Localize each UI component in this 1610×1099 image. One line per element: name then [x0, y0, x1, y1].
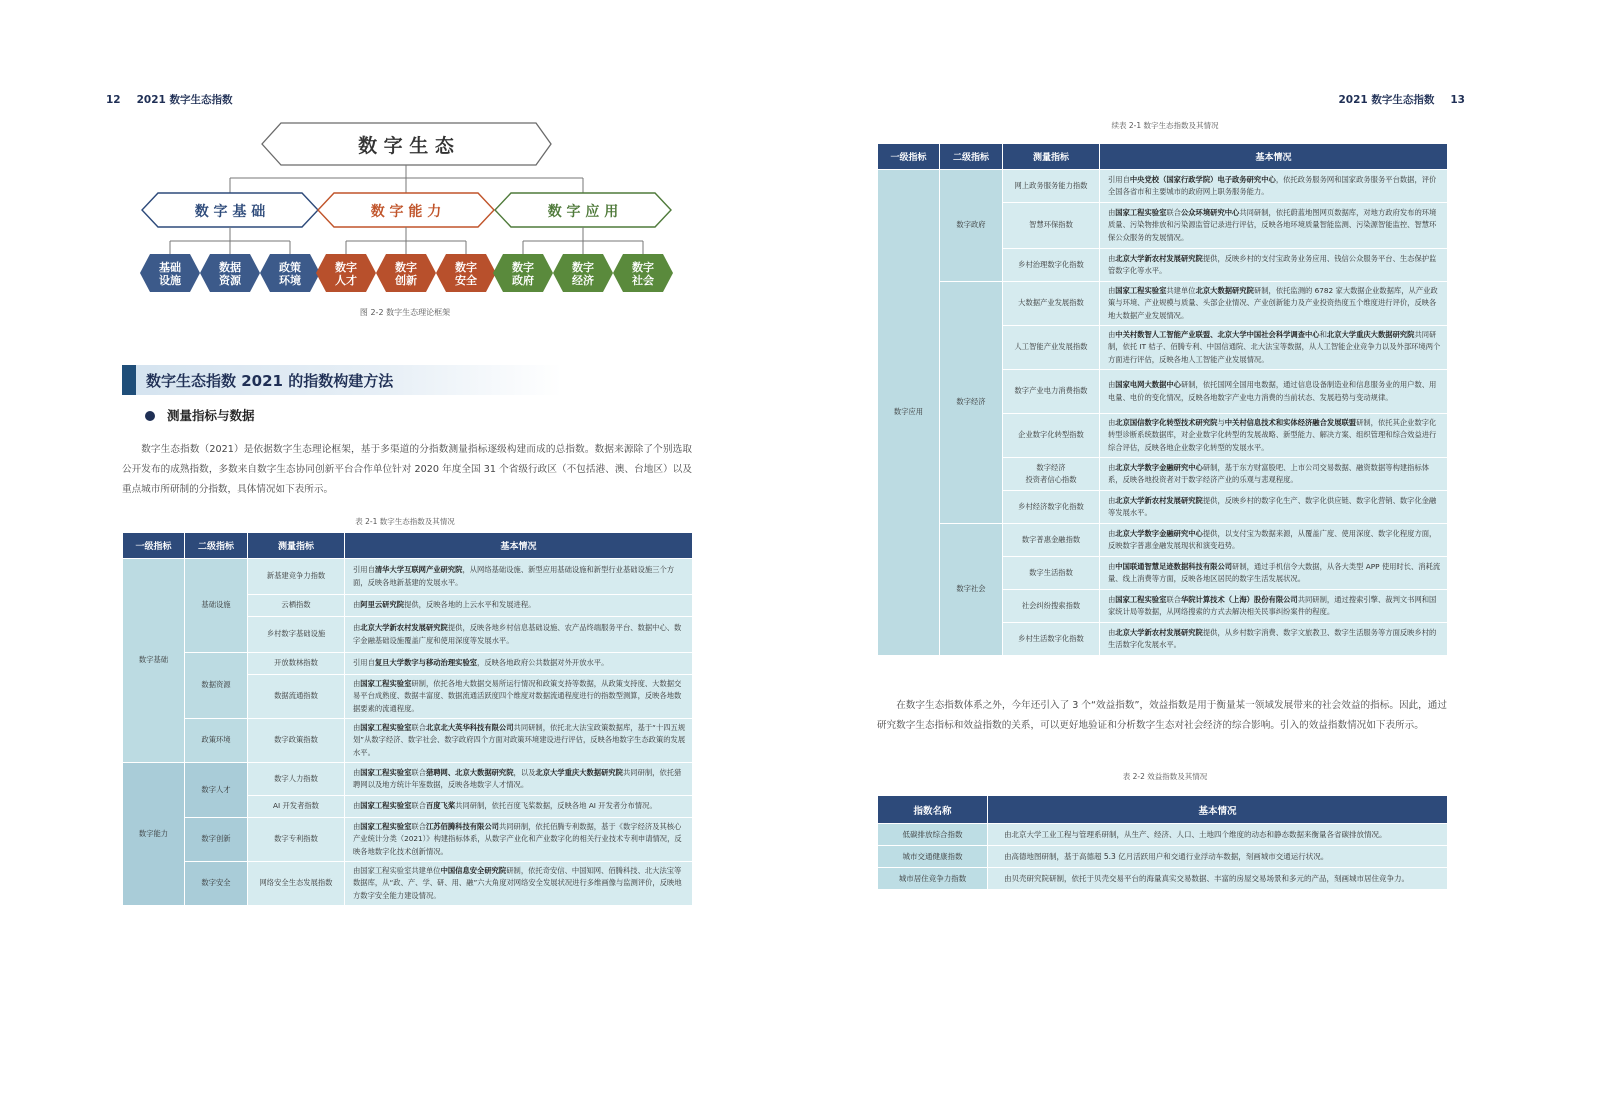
- measure-cell: 网上政务服务能力指数: [1003, 170, 1100, 203]
- measure-cell: 数字专利指数: [248, 818, 345, 862]
- desc-cell: 由北京大学数字金融研究中心提供，以支付宝为数据来源，从覆盖广度、使用深度、数字化程度方面，反映数字普惠金融发展现状和演变趋势。: [1100, 524, 1448, 557]
- desc-cell: 由国家工程实验室联合百度飞桨共同研制，依托百度飞桨数据，反映各地 AI 开发者分布情况。: [345, 796, 693, 818]
- table-row: [878, 824, 1448, 846]
- level3-label: 基础: [159, 261, 181, 274]
- level3-label: 安全: [455, 274, 477, 287]
- measure-cell: 数字政策指数: [248, 719, 345, 763]
- level3-label: 数据: [219, 261, 241, 274]
- benefit-name: 低碳排放综合指数: [878, 824, 988, 846]
- measure-cell: 乡村数字基础设施: [248, 617, 345, 653]
- benefit-paragraph: 在数字生态指数体系之外，今年还引入了 3 个“效益指数”，效益指数是用于衡量某一领域发展带来的社会效益的指标。因此，通过研究数字生态指标和效益指数的关系，可以更好地验证和分析数字生态对社会经济的综合影响。引入的效益指数情况如下表所示。: [877, 700, 1447, 731]
- desc-cell: 由国家工程实验室联合北京北大英华科技有限公司共同研制，依托北大法宝政策数据库，基于“十四五规划”从数字经济、数字社会、数字政府四个方面对政策环境建设进行评估，反映各地数字生态政策的发展水平。: [345, 719, 693, 763]
- subheading: [145, 406, 255, 424]
- benefit-name: 城市居住竞争力指数: [878, 868, 988, 890]
- table1-cont-caption: 续表 2-1 数字生态指数及其情况: [1111, 121, 1219, 130]
- measure-cell: 大数据产业发展指数: [1003, 282, 1100, 326]
- measure-cell: 乡村生活数字化指数: [1003, 623, 1100, 656]
- measure-cell: 智慧环保指数: [1003, 203, 1100, 249]
- l2-cell: 数字创新: [185, 818, 248, 862]
- col-header-l2: 二级指标: [185, 533, 248, 559]
- level2-label: 数 字 基 础: [194, 204, 266, 220]
- col-header-measure: 测量指标: [1003, 144, 1100, 170]
- level3-label: 经济: [572, 274, 594, 287]
- l1-cell: 数字基础: [123, 559, 185, 763]
- level2-label: 数 字 能 力: [370, 204, 442, 220]
- level3-label: 数字: [395, 261, 417, 274]
- measure-cell: 乡村治理数字化指数: [1003, 249, 1100, 282]
- page-number: 12: [106, 94, 121, 106]
- benefit-desc: 由贝壳研究院研制，依托于贝壳交易平台的海量真实交易数据、丰富的房屋交易场景和多元的产品，刻画城市居住竞争力。: [988, 868, 1448, 890]
- measure-cell: 数字人力指数: [248, 763, 345, 796]
- intro-paragraph: 数字生态指数（2021）是依据数字生态理论框架，基于多渠道的分指数测量指标逐级构建而成的总指数。数据来源除了个别选取公开发布的成熟指数，多数来自数字生态协同创新平台合作单位针对 2020 年度全国 31 个省级行政区（不包括港、澳、台地区）以及重点城市所研制的分指数，具体情况如下表所示。: [122, 444, 692, 495]
- measure-cell: 网络安全生态发展指数: [248, 862, 345, 906]
- running-title: 2021 数字生态指数: [136, 94, 233, 106]
- l2-cell: 数据资源: [185, 653, 248, 719]
- page-header-right: [1338, 92, 1465, 107]
- l2-cell: 数字社会: [940, 524, 1003, 656]
- l2-cell: 数字经济: [940, 282, 1003, 524]
- measure-cell: 企业数字化转型指数: [1003, 414, 1100, 458]
- desc-cell: 由国家工程实验室共建单位北京大数据研究院研制，依托监测的 6782 家大数据企业数据库，从产业政策与环境、产业规模与质量、头部企业情况、产业创新能力及产业投资热度五个维度进行评价，反映各地大数据产业发展情况。: [1100, 282, 1448, 326]
- figure-caption: 图 2-2 数字生态理论框架: [359, 308, 451, 317]
- desc-cell: 由国家工程实验室联合江苏佰腾科技有限公司共同研制，依托佰腾专利数据，基于《数字经济及其核心产业统计分类（2021）》构建指标体系，从数字产业化和产业数字化的相关行业技术专利申请情况，反映各地数字化技术创新情况。: [345, 818, 693, 862]
- desc-cell: 由中国联通智慧足迹数据科技有限公司研制，通过手机信令大数据，从各大类型 APP 使用时长、消耗流量、线上消费等方面，反映各地区居民的数字生活发展状况。: [1100, 557, 1448, 590]
- table2-caption: 表 2-2 效益指数及其情况: [1122, 772, 1208, 781]
- top-node-label: 数 字 生 态: [358, 135, 454, 157]
- col-header-l2: 二级指标: [940, 144, 1003, 170]
- l1-cell: 数字能力: [123, 763, 185, 906]
- col-header-desc: 基本情况: [988, 796, 1448, 824]
- desc-cell: 引用自清华大学互联网产业研究院，从网络基础设施、新型应用基础设施和新型行业基础设施三个方面，反映各地新基建的发展水平。: [345, 559, 693, 595]
- running-title: 2021 数字生态指数: [1338, 94, 1435, 106]
- col-header-name: 指数名称: [878, 796, 988, 824]
- benefit-desc: 由北京大学工业工程与管理系研制，从生产、经济、人口、土地四个维度的动态和静态数据来衡量各省碳排放情况。: [988, 824, 1448, 846]
- page-header-left: [106, 92, 233, 107]
- index-table-continued: [877, 143, 1448, 656]
- l2-cell: 基础设施: [185, 559, 248, 653]
- l2-cell: 政策环境: [185, 719, 248, 763]
- benefit-desc: 由高德地图研制，基于高德超 5.3 亿月活跃用户和交通行业浮动车数据，刻画城市交通运行状况。: [988, 846, 1448, 868]
- measure-cell: 数字经济 投资者信心指数: [1003, 458, 1100, 491]
- measure-cell: 数字产业电力消费指数: [1003, 370, 1100, 414]
- measure-cell: 数据流通指数: [248, 675, 345, 719]
- desc-cell: 由阿里云研究院提供，反映各地的上云水平和发展进程。: [345, 595, 693, 617]
- level3-label: 数字: [455, 261, 477, 274]
- measure-cell: 数字普惠金融指数: [1003, 524, 1100, 557]
- measure-cell: AI 开发者指数: [248, 796, 345, 818]
- level3-label: 政策: [279, 261, 301, 274]
- desc-cell: 由国家工程实验室研制，依托各地大数据交易所运行情况和政策支持等数据，从政策支持度、大数据交易平台成熟度、数据丰富度、数据流通活跃度四个维度对数据流通程度进行的指数型测算，反映各地数据要素的流通程度。: [345, 675, 693, 719]
- benefit-table: [877, 795, 1448, 890]
- measure-cell: 数字生活指数: [1003, 557, 1100, 590]
- desc-cell: 由北京大学新农村发展研究院提供，反映乡村的数字化生产、数字化供应链、数字化营销、数字化金融等发展水平。: [1100, 491, 1448, 524]
- table-row: [878, 846, 1448, 868]
- subheading-text: 测量指标与数据: [167, 408, 255, 423]
- desc-cell: 由国家工程实验室联合公众环境研究中心共同研制，依托蔚蓝地图网页数据库，对地方政府发布的环境质量、污染物排放和污染源监管记录进行评估，反映各地环境质量智能监测、污染源智能监控、智慧环保公众服务的发展情况。: [1100, 203, 1448, 249]
- desc-cell: 由北京大学数字金融研究中心研制，基于东方财富股吧、上市公司交易数据、融资数据等构建指标体系，反映各地投资者对于数字经济产业的乐观与悲观程度。: [1100, 458, 1448, 491]
- level3-label: 人才: [335, 274, 357, 287]
- desc-cell: 由中关村数智人工智能产业联盟、北京大学中国社会科学调查中心和北京大学重庆大数据研究院共同研制，依托 IT 桔子、佰腾专利、中国信通院、北大法宝等数据，从人工智能企业竞争力以及外部环境两个方面进行评估，反映各地人工智能产业发展情况。: [1100, 326, 1448, 370]
- col-header-l1: 一级指标: [878, 144, 940, 170]
- desc-cell: 由国家工程实验室联合华院计算技术（上海）股份有限公司共同研制，通过搜索引擎、裁判文书网和国家统计局等数据，从网络搜索的方式去解决相关民事纠纷案件的程度。: [1100, 590, 1448, 623]
- l2-cell: 数字安全: [185, 862, 248, 906]
- benefit-name: 城市交通健康指数: [878, 846, 988, 868]
- bullet-icon: [145, 411, 155, 421]
- level3-label: 资源: [219, 274, 241, 287]
- desc-cell: 由北京大学新农村发展研究院提供，从乡村数字消费、数字文旅教卫、数字生活服务等方面反映乡村的生活数字化发展水平。: [1100, 623, 1448, 656]
- level3-label: 设施: [159, 274, 181, 287]
- measure-cell: 开放数林指数: [248, 653, 345, 675]
- level3-label: 数字: [632, 261, 654, 274]
- index-table: [122, 532, 693, 906]
- level3-label: 数字: [572, 261, 594, 274]
- col-header-measure: 测量指标: [248, 533, 345, 559]
- level3-label: 环境: [279, 274, 301, 287]
- level3-label: 社会: [632, 274, 654, 287]
- desc-cell: 引用自中央党校（国家行政学院）电子政务研究中心，依托政务服务网和国家政务服务平台数据，评价全国各省市和主要城市的政府网上职务服务能力。: [1100, 170, 1448, 203]
- measure-cell: 人工智能产业发展指数: [1003, 326, 1100, 370]
- framework-diagram: [138, 120, 698, 300]
- desc-cell: 由北京国信数字化转型技术研究院与中关村信息技术和实体经济融合发展联盟研制，依托其企业数字化转型诊断系统数据库，对企业数字化转型的发展战略、新型能力、解决方案、组织管理和综合效益进行综合评估，反映各地企业数字化转型的发展水平。: [1100, 414, 1448, 458]
- measure-cell: 乡村经济数字化指数: [1003, 491, 1100, 524]
- level3-label: 数字: [512, 261, 534, 274]
- section-heading: [122, 365, 562, 395]
- desc-cell: 引用自复旦大学数字与移动治理实验室，反映各地政府公共数据对外开放水平。: [345, 653, 693, 675]
- table1-caption: 表 2-1 数字生态指数及其情况: [355, 517, 455, 526]
- section-title: 数字生态指数 2021 的指数构建方法: [146, 372, 394, 390]
- desc-cell: 由北京大学新农村发展研究院提供，反映乡村的支付宝政务业务应用、钱信公众服务平台、生态保护监管数字化等水平。: [1100, 249, 1448, 282]
- col-header-l1: 一级指标: [123, 533, 185, 559]
- level3-label: 政府: [512, 274, 534, 287]
- measure-cell: 新基建竞争力指数: [248, 559, 345, 595]
- l2-cell: 数字政府: [940, 170, 1003, 282]
- measure-cell: 社会纠纷搜索指数: [1003, 590, 1100, 623]
- page-number: 13: [1450, 94, 1465, 106]
- l1-cell: 数字应用: [878, 170, 940, 656]
- desc-cell: 由北京大学新农村发展研究院提供，反映各地乡村信息基础设施、农产品终端服务平台、数据中心、数字金融基础设施覆盖广度和使用深度等发展水平。: [345, 617, 693, 653]
- level3-label: 数字: [335, 261, 357, 274]
- measure-cell: 云栖指数: [248, 595, 345, 617]
- level3-label: 创新: [395, 274, 417, 287]
- table-row: [878, 868, 1448, 890]
- l2-cell: 数字人才: [185, 763, 248, 818]
- desc-cell: 由国家工程实验室联合猎聘网、北京大数据研究院，以及北京大学重庆大数据研究院共同研制，依托猎聘网以及地方统计年鉴数据，反映各地数字人才情况。: [345, 763, 693, 796]
- col-header-desc: 基本情况: [1100, 144, 1448, 170]
- col-header-desc: 基本情况: [345, 533, 693, 559]
- desc-cell: 由国家电网大数据中心研制，依托国网全国用电数据，通过信息设备制造业和信息服务业的用户数、用电量、电价的变化情况，反映各地数字产业电力消费的当前状态、发展趋势与变动规律。: [1100, 370, 1448, 414]
- level2-label: 数 字 应 用: [547, 204, 619, 220]
- desc-cell: 由国家工程实验室共建单位中国信息安全研究院研制，依托奇安信、中国知网、佰腾科技、北大法宝等数据库，从“政、产、学、研、用、融”六大角度对网络安全发展状况进行多维画像与监测评价，反映地方数字安全能力建设情况。: [345, 862, 693, 906]
- section-accent: [122, 365, 136, 395]
